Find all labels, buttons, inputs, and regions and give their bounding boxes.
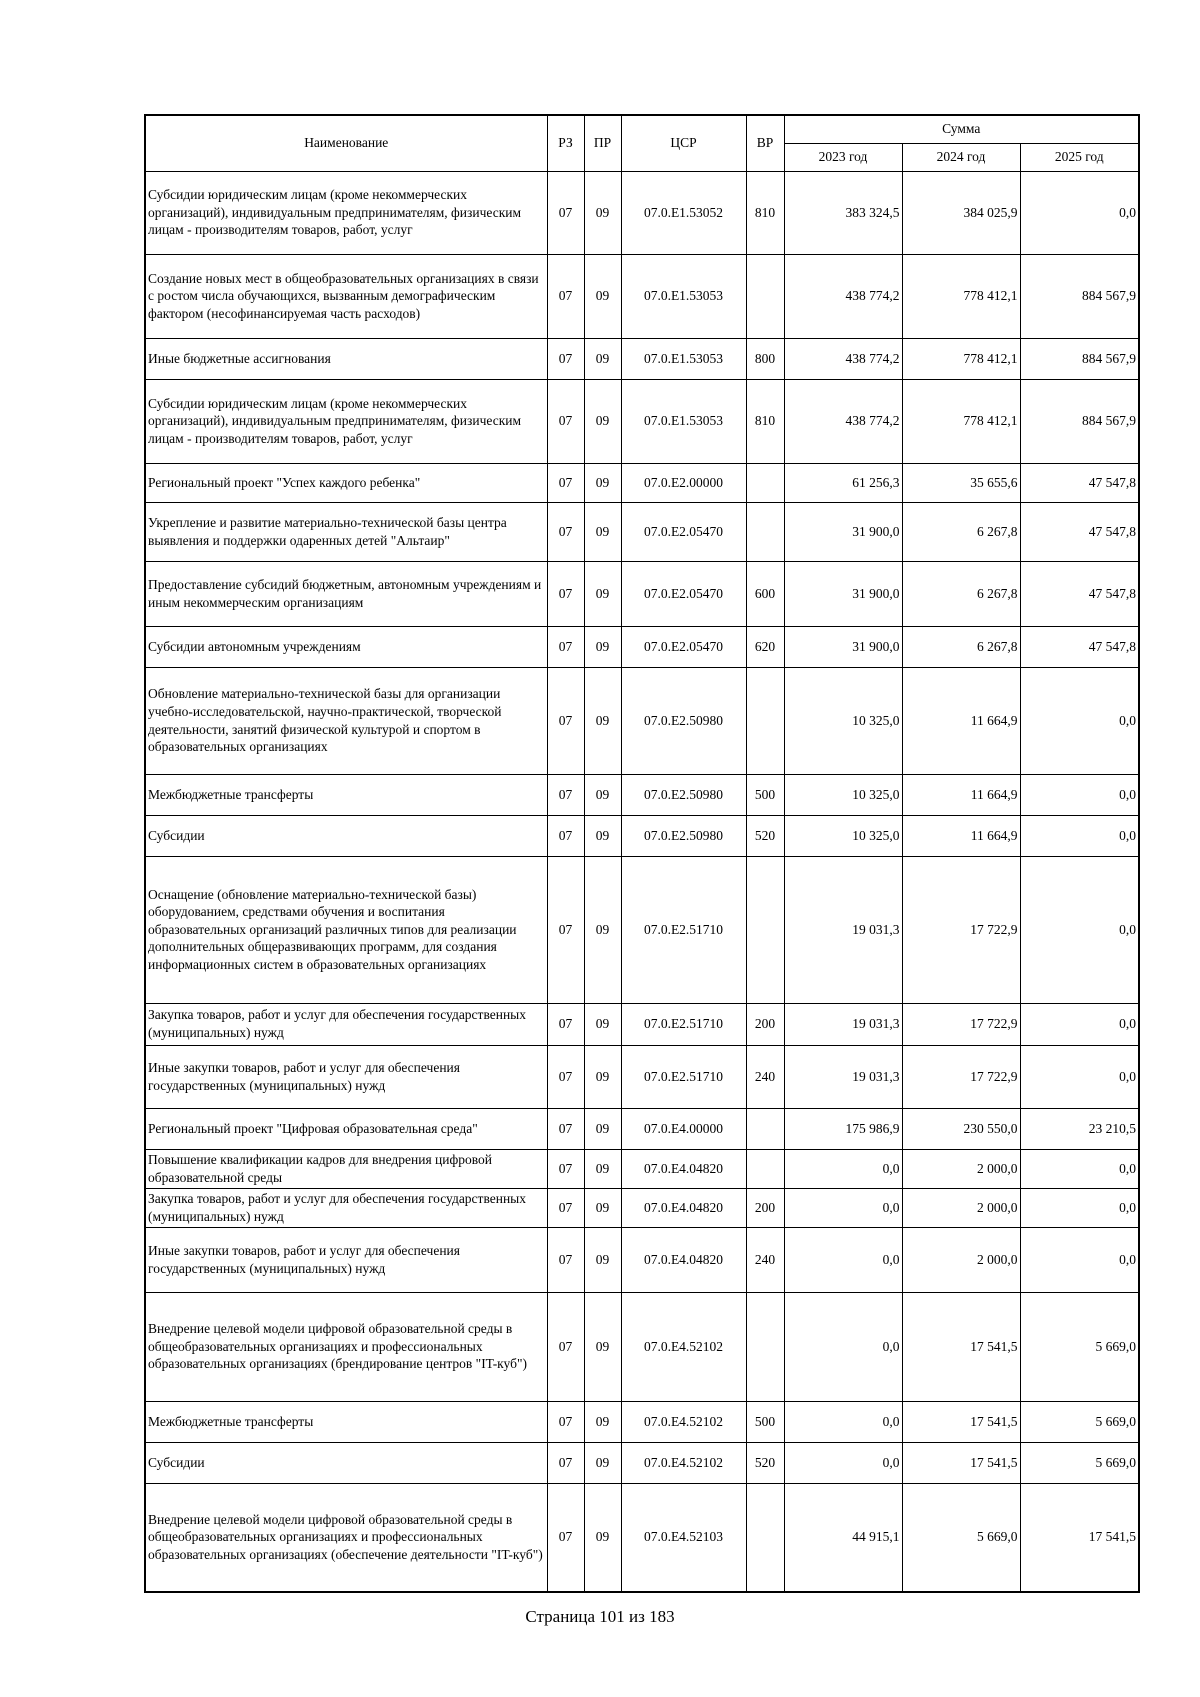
row-csr: 07.0.E2.05470 [621,502,746,561]
row-amount-2025: 47 547,8 [1020,626,1139,667]
row-amount-2023: 19 031,3 [784,1045,902,1108]
row-amount-2023: 0,0 [784,1442,902,1483]
row-vr [746,1292,784,1401]
row-amount-2023: 61 256,3 [784,463,902,502]
row-amount-2023: 10 325,0 [784,774,902,815]
row-amount-2024: 5 669,0 [902,1483,1020,1592]
row-amount-2024: 6 267,8 [902,626,1020,667]
table-row [145,1292,1139,1401]
row-rz: 07 [547,667,584,774]
row-amount-2025: 5 669,0 [1020,1442,1139,1483]
row-name: Региональный проект "Успех каждого ребенка" [145,463,547,502]
row-vr: 810 [746,171,784,254]
table-row [145,254,1139,338]
row-amount-2025: 0,0 [1020,1149,1139,1188]
row-amount-2024: 384 025,9 [902,171,1020,254]
row-vr [746,667,784,774]
row-vr: 800 [746,338,784,379]
row-rz: 07 [547,1188,584,1227]
table-row [145,1227,1139,1292]
row-rz: 07 [547,1401,584,1442]
row-amount-2024: 2 000,0 [902,1188,1020,1227]
row-name: Межбюджетные трансферты [145,1401,547,1442]
header-year-2023: 2023 год [784,143,902,171]
table-row [145,774,1139,815]
budget-table [144,114,1140,1593]
row-csr: 07.0.E4.52102 [621,1401,746,1442]
row-pr: 09 [584,1227,621,1292]
row-pr: 09 [584,1401,621,1442]
header-year-2025: 2025 год [1020,143,1139,171]
row-vr: 240 [746,1227,784,1292]
row-amount-2025: 0,0 [1020,171,1139,254]
row-pr: 09 [584,1003,621,1045]
header-sum: Сумма [784,115,1139,143]
row-vr: 240 [746,1045,784,1108]
row-amount-2024: 35 655,6 [902,463,1020,502]
row-csr: 07.0.E4.04820 [621,1188,746,1227]
table-row [145,667,1139,774]
row-rz: 07 [547,774,584,815]
row-amount-2023: 10 325,0 [784,667,902,774]
row-amount-2024: 17 722,9 [902,1045,1020,1108]
row-csr: 07.0.E1.53052 [621,171,746,254]
row-amount-2024: 778 412,1 [902,379,1020,463]
row-pr: 09 [584,338,621,379]
header-name: Наименование [145,115,547,171]
row-name: Субсидии [145,815,547,856]
row-vr: 810 [746,379,784,463]
row-rz: 07 [547,1442,584,1483]
row-amount-2024: 6 267,8 [902,561,1020,626]
row-amount-2025: 0,0 [1020,1227,1139,1292]
row-amount-2023: 0,0 [784,1188,902,1227]
row-csr: 07.0.E2.50980 [621,815,746,856]
header-rz: РЗ [547,115,584,171]
header-vr: ВР [746,115,784,171]
row-amount-2024: 2 000,0 [902,1227,1020,1292]
row-amount-2023: 0,0 [784,1292,902,1401]
row-csr: 07.0.E1.53053 [621,379,746,463]
row-pr: 09 [584,667,621,774]
row-rz: 07 [547,254,584,338]
row-csr: 07.0.E4.52103 [621,1483,746,1592]
row-pr: 09 [584,1483,621,1592]
row-vr [746,502,784,561]
table-row [145,1045,1139,1108]
row-vr [746,463,784,502]
row-csr: 07.0.E2.51710 [621,1003,746,1045]
row-name: Иные закупки товаров, работ и услуг для обеспечения государственных (муниципальных) нужд [145,1227,547,1292]
row-name: Межбюджетные трансферты [145,774,547,815]
table-row [145,502,1139,561]
row-rz: 07 [547,379,584,463]
row-pr: 09 [584,856,621,1003]
row-name: Субсидии [145,1442,547,1483]
header-csr: ЦСР [621,115,746,171]
row-amount-2023: 31 900,0 [784,502,902,561]
row-amount-2023: 31 900,0 [784,626,902,667]
row-amount-2023: 10 325,0 [784,815,902,856]
row-pr: 09 [584,171,621,254]
table-row [145,1442,1139,1483]
row-amount-2024: 2 000,0 [902,1149,1020,1188]
row-amount-2024: 11 664,9 [902,667,1020,774]
row-name: Предоставление субсидий бюджетным, автономным учреждениям и иным некоммерческим организациям [145,561,547,626]
row-amount-2024: 17 541,5 [902,1442,1020,1483]
row-amount-2025: 884 567,9 [1020,338,1139,379]
table-row [145,171,1139,254]
row-pr: 09 [584,502,621,561]
row-amount-2025: 5 669,0 [1020,1401,1139,1442]
table-row [145,1483,1139,1592]
table-body [145,171,1139,1592]
row-amount-2024: 17 722,9 [902,856,1020,1003]
row-amount-2025: 0,0 [1020,1003,1139,1045]
row-csr: 07.0.E4.52102 [621,1292,746,1401]
row-amount-2025: 0,0 [1020,774,1139,815]
header-year-2024: 2024 год [902,143,1020,171]
row-pr: 09 [584,774,621,815]
row-rz: 07 [547,1292,584,1401]
row-csr: 07.0.E2.51710 [621,856,746,1003]
row-vr [746,254,784,338]
row-amount-2025: 47 547,8 [1020,463,1139,502]
row-amount-2024: 11 664,9 [902,815,1020,856]
table-row [145,1401,1139,1442]
row-amount-2023: 0,0 [784,1401,902,1442]
row-csr: 07.0.E2.51710 [621,1045,746,1108]
row-name: Закупка товаров, работ и услуг для обеспечения государственных (муниципальных) нужд [145,1003,547,1045]
row-rz: 07 [547,561,584,626]
row-amount-2025: 0,0 [1020,856,1139,1003]
header-pr: ПР [584,115,621,171]
row-rz: 07 [547,1483,584,1592]
row-vr: 520 [746,815,784,856]
row-pr: 09 [584,1108,621,1149]
row-vr: 500 [746,1401,784,1442]
row-name: Субсидии юридическим лицам (кроме некоммерческих организаций), индивидуальным предпринимателям, физическим лицам - производителям товаров, работ, услуг [145,379,547,463]
row-csr: 07.0.E4.00000 [621,1108,746,1149]
row-pr: 09 [584,561,621,626]
row-amount-2025: 0,0 [1020,1045,1139,1108]
row-pr: 09 [584,1442,621,1483]
row-csr: 07.0.E2.05470 [621,561,746,626]
row-csr: 07.0.E2.00000 [621,463,746,502]
row-rz: 07 [547,1227,584,1292]
row-vr: 500 [746,774,784,815]
row-pr: 09 [584,1188,621,1227]
row-name: Повышение квалификации кадров для внедрения цифровой образовательной среды [145,1149,547,1188]
row-pr: 09 [584,626,621,667]
row-amount-2025: 0,0 [1020,667,1139,774]
row-csr: 07.0.E1.53053 [621,338,746,379]
row-vr: 520 [746,1442,784,1483]
row-amount-2024: 778 412,1 [902,254,1020,338]
row-amount-2025: 0,0 [1020,1188,1139,1227]
row-name: Внедрение целевой модели цифровой образовательной среды в общеобразовательных организациях и профессиональных образовательных организациях (брендирование центров "IT-куб") [145,1292,547,1401]
row-amount-2023: 44 915,1 [784,1483,902,1592]
row-rz: 07 [547,1108,584,1149]
row-amount-2024: 778 412,1 [902,338,1020,379]
row-csr: 07.0.E4.04820 [621,1149,746,1188]
row-csr: 07.0.E2.05470 [621,626,746,667]
row-csr: 07.0.E1.53053 [621,254,746,338]
row-amount-2023: 0,0 [784,1227,902,1292]
row-name: Субсидии автономным учреждениям [145,626,547,667]
row-amount-2025: 884 567,9 [1020,254,1139,338]
row-pr: 09 [584,1292,621,1401]
row-amount-2025: 17 541,5 [1020,1483,1139,1592]
row-rz: 07 [547,338,584,379]
row-pr: 09 [584,379,621,463]
row-csr: 07.0.E4.52102 [621,1442,746,1483]
row-rz: 07 [547,626,584,667]
table-row [145,1003,1139,1045]
row-rz: 07 [547,1045,584,1108]
row-amount-2024: 11 664,9 [902,774,1020,815]
row-name: Региональный проект "Цифровая образовательная среда" [145,1108,547,1149]
row-vr [746,1483,784,1592]
row-pr: 09 [584,1045,621,1108]
row-amount-2025: 884 567,9 [1020,379,1139,463]
table-row [145,561,1139,626]
table-row [145,856,1139,1003]
table-row [145,463,1139,502]
row-csr: 07.0.E2.50980 [621,774,746,815]
row-amount-2023: 19 031,3 [784,856,902,1003]
row-pr: 09 [584,254,621,338]
row-amount-2023: 438 774,2 [784,254,902,338]
row-name: Иные бюджетные ассигнования [145,338,547,379]
row-name: Укрепление и развитие материально-технической базы центра выявления и поддержки одаренных детей "Альтаир" [145,502,547,561]
table-row [145,338,1139,379]
row-amount-2024: 6 267,8 [902,502,1020,561]
row-vr: 620 [746,626,784,667]
row-amount-2023: 175 986,9 [784,1108,902,1149]
row-amount-2023: 19 031,3 [784,1003,902,1045]
row-amount-2025: 47 547,8 [1020,561,1139,626]
row-rz: 07 [547,1003,584,1045]
row-amount-2024: 17 722,9 [902,1003,1020,1045]
row-rz: 07 [547,171,584,254]
row-rz: 07 [547,1149,584,1188]
row-rz: 07 [547,463,584,502]
page-number: Страница 101 из 183 [525,1607,675,1626]
row-amount-2024: 17 541,5 [902,1292,1020,1401]
row-amount-2025: 0,0 [1020,815,1139,856]
row-amount-2024: 230 550,0 [902,1108,1020,1149]
row-pr: 09 [584,1149,621,1188]
table-row [145,1108,1139,1149]
table-row [145,379,1139,463]
row-amount-2024: 17 541,5 [902,1401,1020,1442]
table-row [145,1188,1139,1227]
row-vr: 600 [746,561,784,626]
row-name: Внедрение целевой модели цифровой образовательной среды в общеобразовательных организациях и профессиональных образовательных организациях (обеспечение деятельности "IT-куб") [145,1483,547,1592]
row-amount-2025: 47 547,8 [1020,502,1139,561]
row-pr: 09 [584,463,621,502]
row-amount-2023: 383 324,5 [784,171,902,254]
row-csr: 07.0.E2.50980 [621,667,746,774]
row-name: Закупка товаров, работ и услуг для обеспечения государственных (муниципальных) нужд [145,1188,547,1227]
row-name: Иные закупки товаров, работ и услуг для обеспечения государственных (муниципальных) нужд [145,1045,547,1108]
table-row [145,1149,1139,1188]
row-rz: 07 [547,856,584,1003]
row-vr: 200 [746,1188,784,1227]
row-name: Оснащение (обновление материально-технической базы) оборудованием, средствами обучения и воспитания образовательных организаций различных типов для реализации дополнительных общеразвивающих программ, для создания информационных систем в образовательных организациях [145,856,547,1003]
row-name: Субсидии юридическим лицам (кроме некоммерческих организаций), индивидуальным предпринимателям, физическим лицам - производителям товаров, работ, услуг [145,171,547,254]
row-name: Создание новых мест в общеобразовательных организациях в связи с ростом числа обучающихся, вызванным демографическим фактором (несофинансируемая часть расходов) [145,254,547,338]
row-vr [746,1108,784,1149]
row-vr [746,1149,784,1188]
row-amount-2023: 438 774,2 [784,338,902,379]
row-amount-2023: 31 900,0 [784,561,902,626]
row-vr: 200 [746,1003,784,1045]
row-csr: 07.0.E4.04820 [621,1227,746,1292]
table-row [145,626,1139,667]
row-amount-2023: 438 774,2 [784,379,902,463]
row-rz: 07 [547,815,584,856]
row-vr [746,856,784,1003]
row-amount-2023: 0,0 [784,1149,902,1188]
row-pr: 09 [584,815,621,856]
row-name: Обновление материально-технической базы для организации учебно-исследовательской, научно-практической, творческой деятельности, занятий физической культурой и спортом в образовательных организациях [145,667,547,774]
table-row [145,815,1139,856]
row-amount-2025: 5 669,0 [1020,1292,1139,1401]
row-amount-2025: 23 210,5 [1020,1108,1139,1149]
row-rz: 07 [547,502,584,561]
